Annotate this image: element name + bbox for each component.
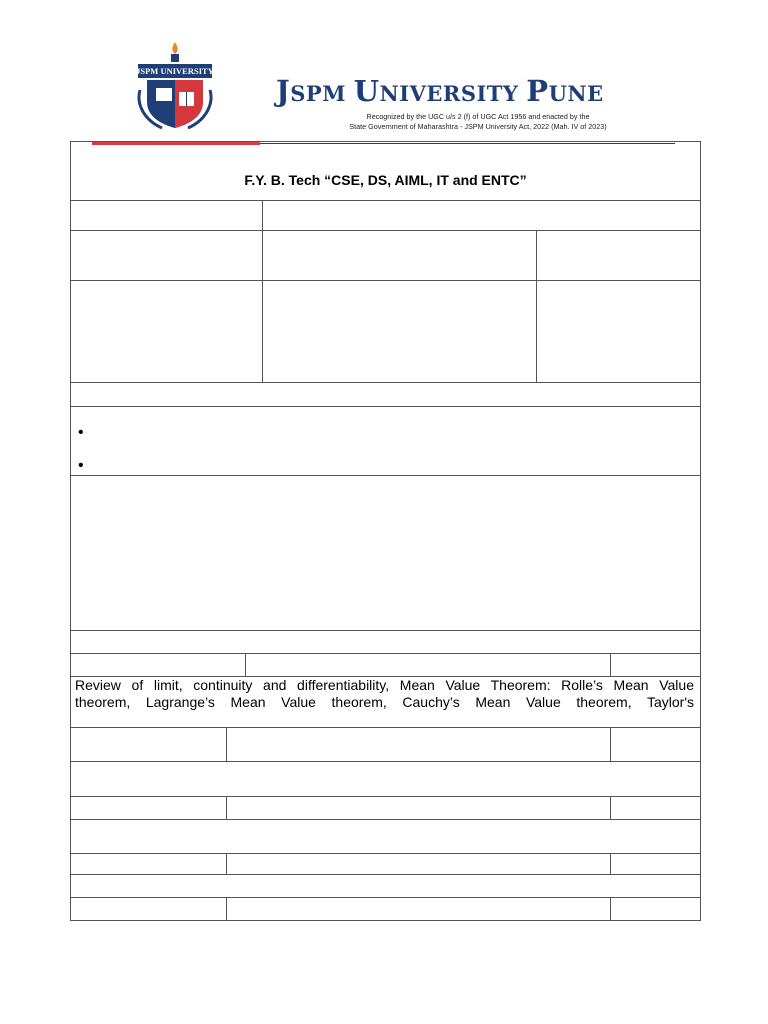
svg-text:JSPM UNIVERSITY: JSPM UNIVERSITY — [136, 66, 214, 76]
bullet-list-row — [70, 406, 701, 476]
university-logo — [132, 40, 218, 132]
table-row — [70, 874, 701, 898]
table-cell — [610, 796, 701, 820]
table-row — [70, 475, 701, 631]
recognition-line-2: State Government of Maharashtra - JSPM University Act, 2022 (Mah. IV of 2023) — [349, 122, 607, 131]
recognition-line-1: Recognized by the UGC u/s 2 (f) of UGC Act 1956 and enacted by the — [366, 112, 590, 121]
table-cell — [226, 897, 611, 921]
table-cell — [70, 796, 227, 820]
table-cell — [70, 280, 263, 383]
table-cell — [536, 230, 701, 281]
table-cell — [262, 280, 537, 383]
university-name: JSPM UNIVERSITY PUNE — [276, 74, 604, 108]
table-cell — [610, 897, 701, 921]
title-row — [70, 141, 701, 201]
bullet-point: • — [78, 424, 84, 441]
table-cell — [226, 727, 611, 762]
table-cell — [70, 853, 227, 875]
table-cell — [262, 200, 701, 231]
table-cell — [226, 796, 611, 820]
table-cell — [536, 280, 701, 383]
table-cell — [226, 853, 611, 875]
table-cell — [70, 727, 227, 762]
table-cell — [70, 200, 263, 231]
bullet-point: • — [78, 457, 84, 474]
table-cell — [262, 230, 537, 281]
table-row — [70, 819, 701, 854]
table-row — [70, 761, 701, 797]
table-cell — [245, 653, 611, 677]
table-cell — [70, 897, 227, 921]
table-row — [70, 382, 701, 407]
table-cell — [610, 727, 701, 762]
document-header — [0, 0, 768, 145]
table-cell — [610, 653, 701, 677]
table-cell — [70, 230, 263, 281]
table-cell — [70, 653, 246, 677]
program-title: F.Y. B. Tech “CSE, DS, AIML, IT and ENTC” — [244, 172, 527, 188]
table-cell — [610, 853, 701, 875]
syllabus-text: Review of limit, continuity and differentiability, Mean Value Theorem: Rolle’s Mean Value theorem, Lagrange’s Mean Value theorem, Cauchy’s Mean Value theorem, Taylor's — [75, 677, 694, 710]
table-row — [70, 630, 701, 654]
